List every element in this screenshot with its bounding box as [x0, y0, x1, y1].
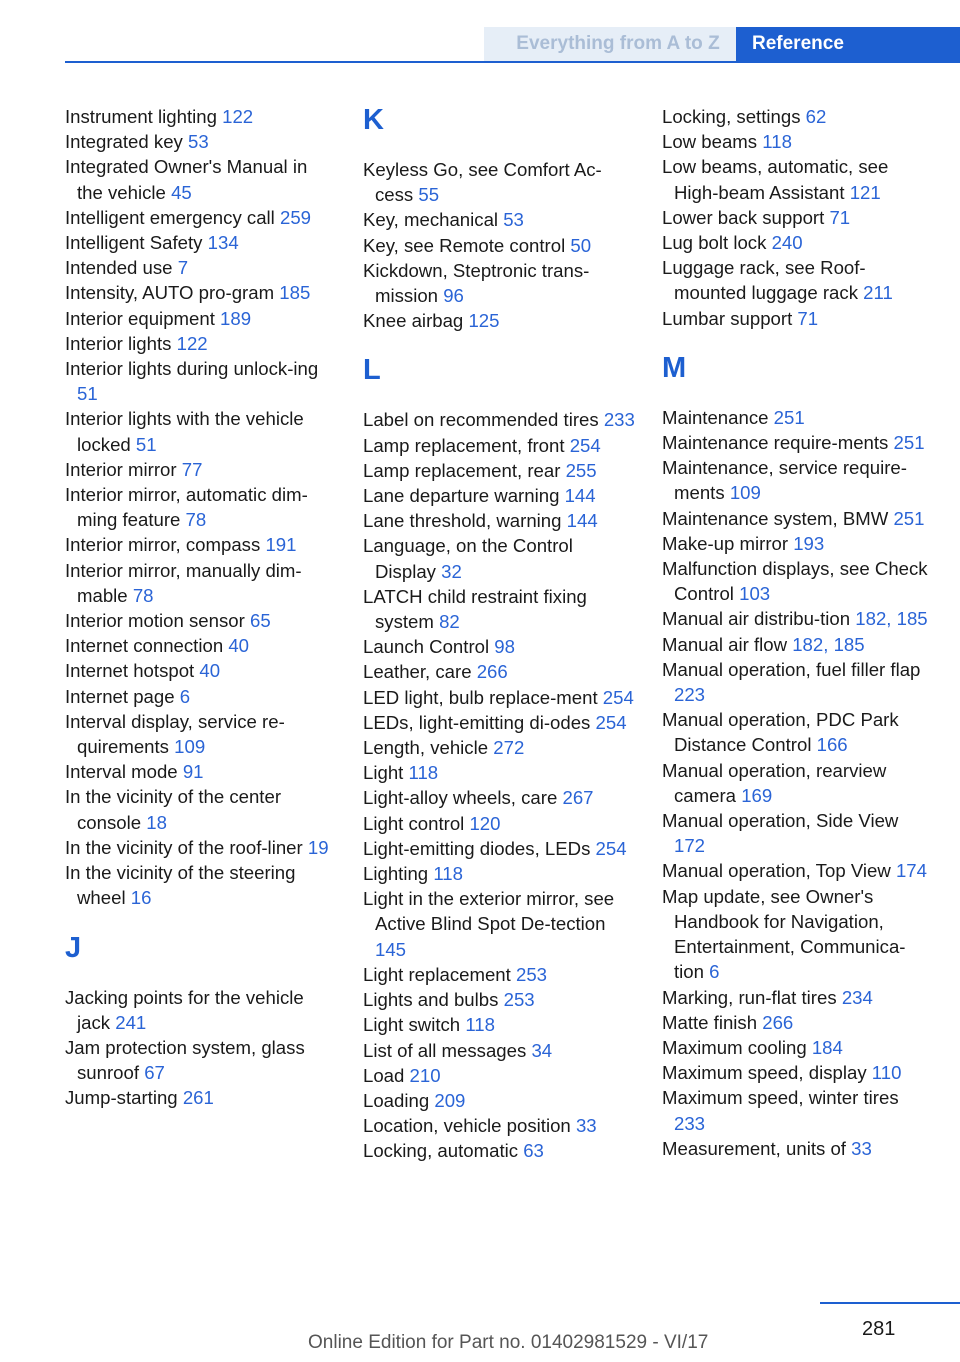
entry-term: Light in the exterior mirror, see Active Blind Spot De-tection: [363, 888, 615, 935]
entry-term: Light: [363, 762, 404, 784]
index-entry: [363, 1012, 635, 1037]
index-entry: [363, 157, 635, 207]
entry-term: Maintenance, service require-ments: [662, 457, 907, 504]
entry-term: Manual air distribu-tion: [662, 608, 851, 630]
entry-term: Lamp replacement, rear: [363, 459, 561, 481]
index-entry: [662, 556, 934, 606]
index-entry: [65, 532, 337, 557]
index-entry: [65, 658, 337, 683]
index-entry: [363, 735, 635, 760]
entry-term: Interior motion sensor: [65, 610, 245, 632]
index-entry: [65, 1035, 337, 1085]
page-link[interactable]: 144: [564, 485, 596, 507]
page-link[interactable]: 65: [250, 610, 271, 632]
entry-term: Malfunction displays, see Check Control: [662, 558, 928, 605]
page-link[interactable]: 96: [443, 285, 464, 307]
index-column-1: [65, 104, 337, 1111]
entry-term: Loading: [363, 1089, 430, 1111]
index-entry: [65, 684, 337, 709]
index-entry: [363, 710, 635, 735]
section-title: Everything from A to Z: [484, 27, 736, 61]
entry-term: Locking, automatic: [363, 1140, 519, 1162]
page-link[interactable]: 209: [434, 1089, 466, 1111]
entry-term: Key, mechanical: [363, 209, 499, 231]
page-link[interactable]: 118: [433, 863, 463, 885]
index-entry: [65, 306, 337, 331]
page-link[interactable]: 6: [179, 685, 191, 707]
index-entry: [363, 233, 635, 258]
page-link[interactable]: 254: [569, 434, 601, 456]
entry-term: List of all messages: [363, 1039, 527, 1061]
page-link[interactable]: 121: [849, 181, 881, 203]
page-link[interactable]: 172: [674, 835, 706, 857]
index-entry: [363, 483, 635, 508]
page-link[interactable]: 185: [279, 282, 311, 304]
page-number: 281: [862, 1318, 896, 1340]
page-link[interactable]: 7: [177, 257, 189, 279]
page-link[interactable]: 109: [729, 482, 761, 504]
index-entry: [662, 606, 934, 631]
page-link[interactable]: 233: [674, 1112, 706, 1134]
entry-term: Lower back support: [662, 206, 825, 228]
index-entry: [363, 584, 635, 634]
page-link[interactable]: 253: [503, 989, 535, 1011]
entry-term: Light-alloy wheels, care: [363, 787, 558, 809]
entry-term: Keyless Go, see Comfort Ac-cess: [363, 159, 602, 206]
page-link[interactable]: 254: [602, 686, 634, 708]
index-entry: [363, 433, 635, 458]
page-link[interactable]: 40: [199, 660, 221, 682]
entry-term: Interior mirror, compass: [65, 534, 261, 556]
index-column-2: [363, 104, 635, 1164]
index-entry: [65, 457, 337, 482]
entry-term: Maximum cooling: [662, 1036, 807, 1058]
entry-term: Maintenance require-ments: [662, 432, 889, 454]
section-letter: J: [65, 931, 82, 964]
entry-term: Interior lights with the vehicle locked: [65, 408, 304, 455]
index-entry: [662, 1010, 934, 1035]
index-entry: [65, 406, 337, 456]
index-entry: [363, 659, 635, 684]
entry-term: Manual operation, rearview camera: [662, 759, 887, 806]
index-entry: [363, 1088, 635, 1113]
entry-term: Length, vehicle: [363, 737, 489, 759]
index-entry: [363, 508, 635, 533]
index-entry: [363, 811, 635, 836]
entry-term: In the vicinity of the steering wheel: [65, 862, 296, 909]
page-link[interactable]: 234: [841, 986, 873, 1008]
index-entry: [662, 1136, 934, 1161]
entry-term: Low beams: [662, 131, 758, 153]
page-link[interactable]: 18: [146, 811, 167, 833]
index-entry: [65, 230, 337, 255]
page-link[interactable]: 191: [265, 534, 297, 556]
entry-term: Lighting: [363, 863, 429, 885]
entry-term: Maximum speed, display: [662, 1062, 867, 1084]
entry-term: Make-up mirror: [662, 532, 789, 554]
section-letter: K: [363, 104, 384, 136]
entry-term: Lane departure warning: [363, 485, 560, 507]
entry-term: Lamp replacement, front: [363, 434, 565, 456]
entry-term: Knee airbag: [363, 310, 464, 332]
index-entry: [662, 455, 934, 505]
index-entry: [363, 760, 635, 785]
entry-term: Light-emitting diodes, LEDs: [363, 837, 591, 859]
page-link[interactable]: 50: [570, 234, 592, 256]
entry-term: Intensity, AUTO pro-gram: [65, 282, 275, 304]
entry-term: Low beams, automatic, see High-beam Assistant: [662, 156, 889, 203]
page-link[interactable]: 34: [531, 1039, 553, 1061]
page-link[interactable]: 103: [739, 583, 771, 605]
page-link[interactable]: 259: [279, 206, 312, 228]
entry-term: Leather, care: [363, 661, 472, 683]
page-link[interactable]: 91: [182, 761, 204, 783]
index-entry: [662, 129, 934, 154]
entry-term: Intelligent emergency call: [65, 206, 275, 228]
page-link[interactable]: 241: [115, 1011, 147, 1033]
index-entry: [65, 558, 337, 608]
entry-term: Instrument lighting: [65, 106, 217, 127]
entry-term: Lumbar support: [662, 307, 793, 329]
index-entry: [662, 1035, 934, 1060]
page-link[interactable]: 193: [793, 532, 825, 554]
entry-term: Interior lights: [65, 332, 172, 354]
index-entry: [363, 861, 635, 886]
index-entry: [65, 709, 337, 759]
index-entry: [363, 533, 635, 583]
entry-term: Interior mirror, automatic dim-ming feature: [65, 484, 308, 531]
page-link[interactable]: 33: [575, 1115, 597, 1137]
page-link[interactable]: 62: [805, 106, 827, 127]
index-entry: [65, 835, 337, 860]
index-entry: [662, 255, 934, 305]
index-entry: [662, 230, 934, 255]
index-entry: [363, 987, 635, 1012]
index-entry: [65, 482, 337, 532]
entry-term: Luggage rack, see Roof-mounted luggage rack: [662, 257, 866, 304]
page-link[interactable]: 174: [895, 860, 927, 882]
index-entry: [363, 785, 635, 810]
index-entry: [65, 860, 337, 910]
page-link[interactable]: 40: [228, 635, 250, 657]
entry-term: Interior mirror: [65, 458, 177, 480]
index-entry: [363, 634, 635, 659]
index-entry: [363, 1063, 635, 1088]
entry-term: Interior mirror, manually dim-mable: [65, 559, 302, 606]
index-entry: [662, 1085, 934, 1135]
entry-term: Interval mode: [65, 761, 178, 783]
page-link[interactable]: 182, 185: [792, 633, 865, 655]
page-link[interactable]: 223: [674, 684, 706, 706]
entry-term: Light control: [363, 812, 465, 834]
index-entry: [662, 858, 934, 883]
index-entry: [363, 407, 635, 432]
index-entry: [363, 685, 635, 710]
index-entry: [662, 707, 934, 757]
index-entry: [65, 129, 337, 154]
page-link[interactable]: 16: [130, 887, 152, 909]
entry-term: Maintenance: [662, 406, 769, 428]
page-link[interactable]: 169: [741, 784, 773, 806]
entry-term: Lights and bulbs: [363, 989, 499, 1011]
index-entry: [662, 657, 934, 707]
page-link[interactable]: 251: [893, 507, 925, 529]
page-link[interactable]: 266: [476, 661, 508, 683]
entry-term: Jump-starting: [65, 1087, 178, 1109]
index-entry: [662, 405, 934, 430]
index-entry: [662, 154, 934, 204]
index-entry: [65, 356, 337, 406]
index-entry: [363, 258, 635, 308]
index-entry: [662, 758, 934, 808]
index-entry: [662, 884, 934, 985]
index-entry: [363, 886, 635, 962]
index-entry: [363, 836, 635, 861]
page-link[interactable]: 122: [176, 332, 208, 354]
page-link[interactable]: 77: [181, 458, 203, 480]
page-link[interactable]: 145: [375, 938, 407, 960]
page-link[interactable]: 240: [771, 232, 803, 254]
index-entry: [363, 1113, 635, 1138]
index-entry: [65, 104, 337, 129]
entry-term: LED light, bulb replace-ment: [363, 686, 598, 708]
page-link[interactable]: 45: [171, 181, 192, 203]
page-link[interactable]: 184: [811, 1036, 843, 1058]
index-entry: [65, 759, 337, 784]
page-link[interactable]: 118: [465, 1014, 495, 1036]
entry-term: Internet connection: [65, 635, 224, 657]
index-entry: [65, 280, 337, 305]
index-entry: [363, 207, 635, 232]
index-entry: [662, 205, 934, 230]
entry-term: Key, see Remote control: [363, 234, 566, 256]
page-link[interactable]: 210: [409, 1064, 441, 1086]
entry-term: Internet hotspot: [65, 660, 195, 682]
entry-term: In the vicinity of the center console: [65, 786, 282, 833]
page-link[interactable]: 211: [863, 282, 893, 304]
page-link[interactable]: 253: [515, 963, 548, 985]
page-link[interactable]: 189: [220, 307, 252, 329]
page-link[interactable]: 53: [188, 131, 209, 153]
entry-term: Lane threshold, warning: [363, 510, 562, 532]
page-link[interactable]: 6: [709, 961, 720, 983]
tab-reference: Reference: [736, 27, 960, 61]
entry-term: Launch Control: [363, 636, 490, 658]
page-link[interactable]: 53: [503, 209, 524, 231]
section-letter: M: [662, 351, 687, 384]
entry-term: Language, on the Control Display: [363, 535, 573, 582]
entry-term: Load: [363, 1064, 405, 1086]
entry-term: Interval display, service re-quirements: [65, 710, 285, 758]
page-link[interactable]: 78: [185, 509, 207, 531]
footer-rule: [820, 1302, 960, 1304]
page-link[interactable]: 33: [851, 1137, 872, 1159]
page-link[interactable]: 267: [562, 787, 594, 809]
entry-term: Light replacement: [363, 963, 511, 985]
page-link[interactable]: 51: [77, 383, 98, 405]
header-rule: [65, 61, 960, 63]
page-link[interactable]: 261: [182, 1087, 214, 1109]
entry-term: Integrated Owner's Manual in the vehicle: [65, 156, 308, 203]
entry-term: Intelligent Safety: [65, 232, 203, 254]
entry-term: Jacking points for the vehicle jack: [65, 986, 304, 1033]
page-link[interactable]: 71: [829, 206, 851, 228]
entry-term: Manual operation, PDC Park Distance Control: [662, 709, 899, 756]
header-tabs: [484, 27, 960, 61]
index-entry: [363, 1038, 635, 1063]
index-entry: [363, 458, 635, 483]
entry-term: Manual operation, fuel filler flap: [662, 658, 921, 680]
index-entry: [65, 985, 337, 1035]
page-link[interactable]: 55: [418, 184, 440, 206]
page-link[interactable]: 98: [494, 636, 515, 658]
page-link[interactable]: 32: [441, 560, 462, 582]
page-link[interactable]: 255: [565, 459, 597, 481]
entry-term: Integrated key: [65, 131, 183, 153]
section-letter: L: [363, 354, 381, 387]
page-link[interactable]: 182, 185: [855, 608, 928, 630]
edition-note: Online Edition for Part no. 01402981529 - VI/17: [308, 1332, 709, 1353]
entry-term: Intended use: [65, 257, 173, 279]
page-link[interactable]: 166: [816, 734, 848, 756]
entry-term: Locking, settings: [662, 106, 801, 127]
index-entry: [65, 1085, 337, 1110]
index-entry: [363, 962, 635, 987]
page-link[interactable]: 63: [523, 1140, 544, 1162]
index-entry: [65, 255, 337, 280]
index-entry: [662, 632, 934, 657]
entry-term: Matte finish: [662, 1011, 758, 1033]
page-link[interactable]: 233: [603, 409, 635, 431]
entry-term: Maintenance system, BMW: [662, 507, 889, 529]
entry-term: Manual air flow: [662, 633, 788, 655]
entry-term: Interior lights during unlock-ing: [65, 358, 319, 380]
index-entry: [65, 608, 337, 633]
index-entry: [662, 808, 934, 858]
index-entry: [662, 306, 934, 331]
page-link[interactable]: 144: [566, 510, 598, 532]
page-link[interactable]: 272: [493, 737, 525, 759]
index-entry: [65, 205, 337, 230]
page-link[interactable]: 82: [439, 611, 460, 633]
page-link[interactable]: 266: [762, 1011, 794, 1033]
entry-term: Manual operation, Side View: [662, 810, 899, 832]
index-entry: [65, 331, 337, 356]
entry-term: Internet page: [65, 685, 175, 707]
entry-term: Map update, see Owner's Handbook for Navigation, Entertainment, Communica-tion: [662, 885, 906, 983]
entry-term: Jam protection system, glass sunroof: [65, 1036, 305, 1084]
page-link[interactable]: 122: [222, 106, 254, 127]
page-link[interactable]: 67: [144, 1062, 165, 1084]
page-link[interactable]: 109: [174, 736, 206, 758]
index-entry: [662, 430, 934, 455]
entry-term: Location, vehicle position: [363, 1115, 571, 1137]
entry-term: LATCH child restraint fixing system: [363, 585, 587, 633]
entry-term: Kickdown, Steptronic trans-mission: [363, 259, 590, 307]
page-link[interactable]: 134: [207, 232, 239, 254]
entry-term: Label on recommended tires: [363, 409, 599, 431]
entry-term: Maximum speed, winter tires: [662, 1087, 899, 1109]
index-entry: [662, 531, 934, 556]
page-link[interactable]: 251: [893, 432, 925, 454]
index-entry: [662, 1060, 934, 1085]
page-link[interactable]: 120: [469, 812, 501, 834]
entry-term: LEDs, light-emitting di-odes: [363, 711, 591, 733]
page-link[interactable]: 118: [408, 762, 439, 784]
index-entry: [662, 506, 934, 531]
page-link[interactable]: 110: [871, 1062, 902, 1084]
index-entry: [65, 154, 337, 204]
entry-term: Marking, run-flat tires: [662, 986, 837, 1008]
page-link[interactable]: 118: [762, 131, 792, 153]
index-entry: [662, 985, 934, 1010]
page-link[interactable]: 251: [773, 406, 805, 428]
entry-term: Light switch: [363, 1014, 461, 1036]
page-link[interactable]: 125: [468, 310, 500, 332]
index-entry: [662, 104, 934, 129]
index-entry: [65, 784, 337, 834]
page-link[interactable]: 71: [797, 307, 819, 329]
index-entry: [65, 633, 337, 658]
page-link[interactable]: 51: [135, 433, 157, 455]
index-column-3: [662, 104, 934, 1161]
page-link[interactable]: 254: [595, 711, 627, 733]
entry-term: Manual operation, Top View: [662, 860, 891, 882]
index-entry: [363, 308, 635, 333]
entry-term: Lug bolt lock: [662, 232, 767, 254]
page-link[interactable]: 254: [595, 837, 627, 859]
entry-term: Interior equipment: [65, 307, 215, 329]
index-entry: [363, 1138, 635, 1163]
page-link[interactable]: 78: [132, 584, 154, 606]
page-link[interactable]: 19: [307, 836, 329, 858]
entry-term: Measurement, units of: [662, 1137, 846, 1159]
entry-term: In the vicinity of the roof-liner: [65, 836, 303, 858]
